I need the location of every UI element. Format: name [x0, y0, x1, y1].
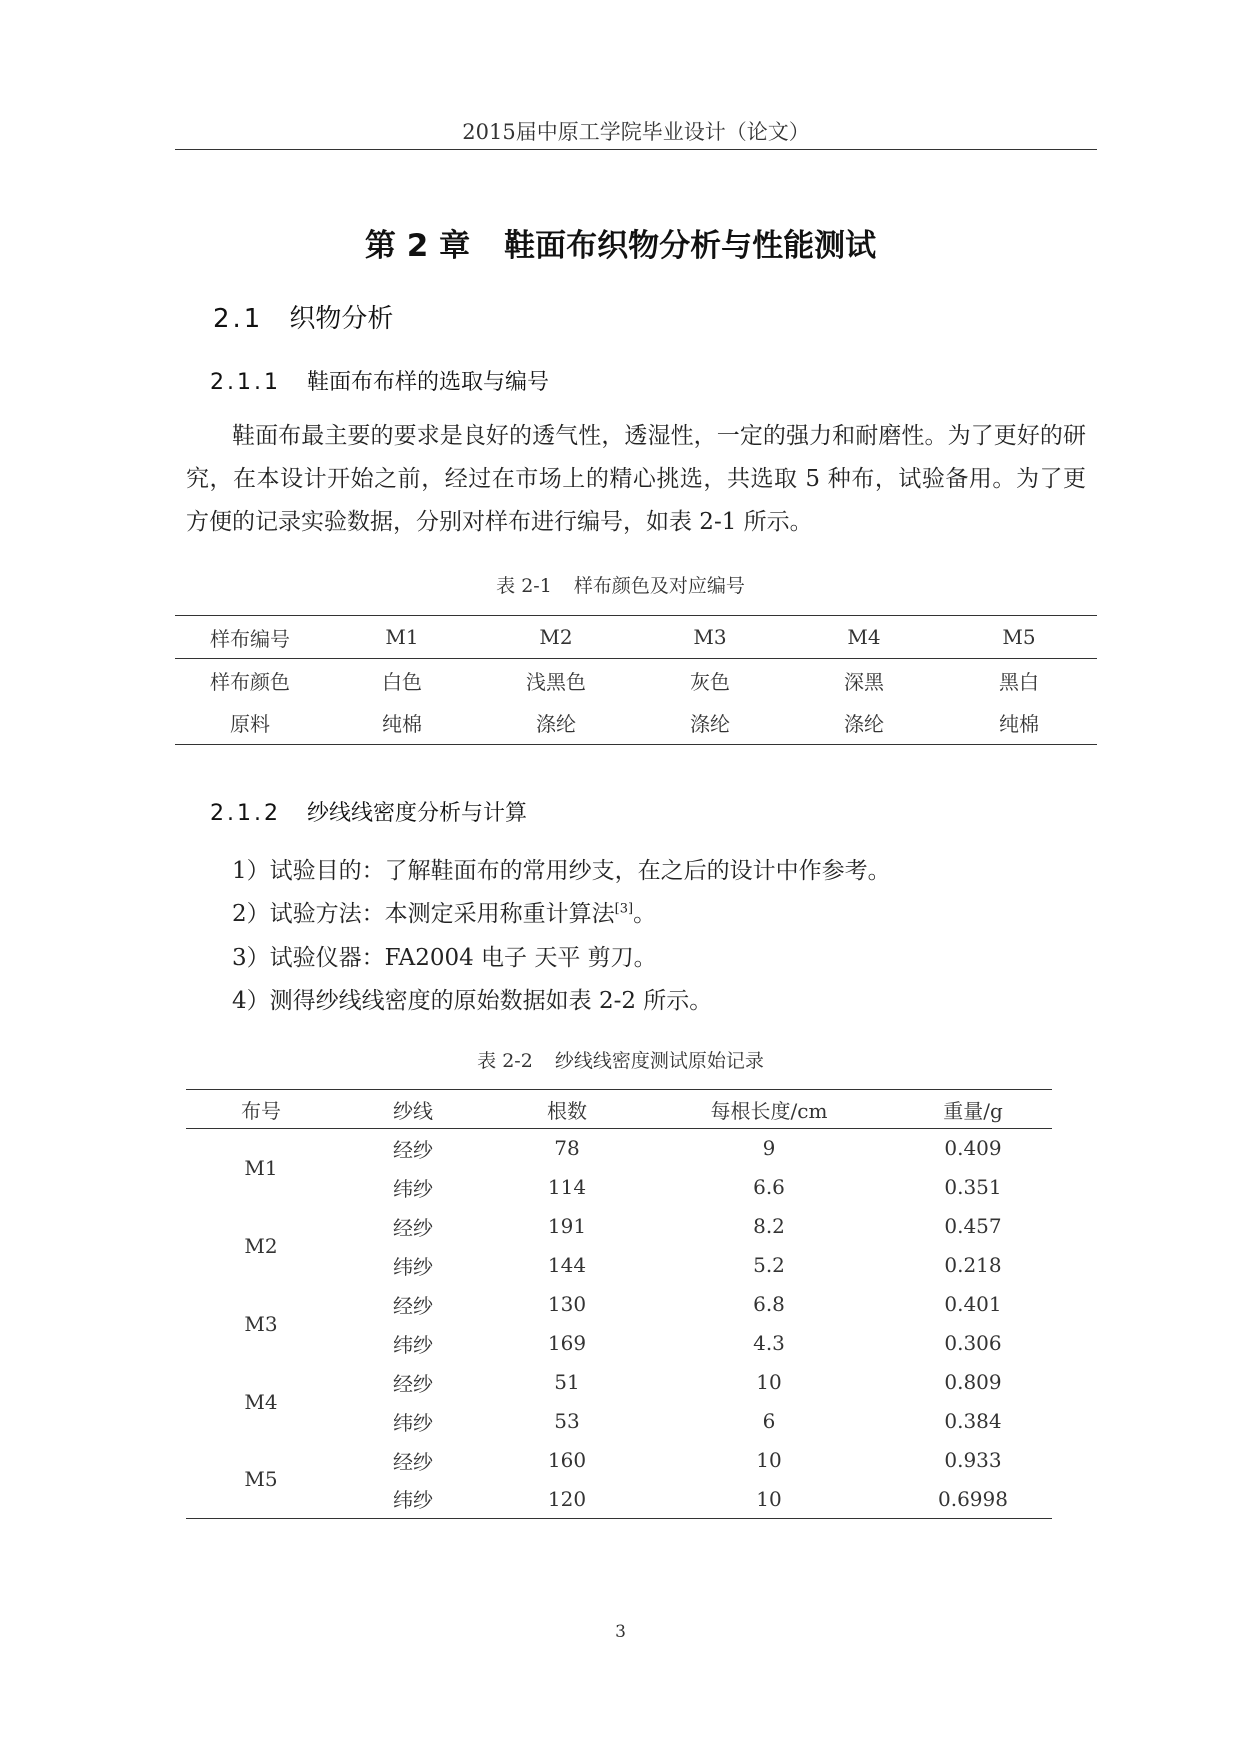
table-cell: 纬纱 [393, 1410, 433, 1435]
fabric-id-cell: M3 [244, 1311, 278, 1336]
section-number: 2.1.2 [210, 801, 281, 826]
fabric-id-cell: M4 [244, 1389, 278, 1414]
table-cell: 6.8 [753, 1292, 785, 1316]
table-cell: 涤纶 [479, 702, 633, 745]
header-rule [175, 149, 1097, 150]
table-cell: 涤纶 [633, 702, 787, 745]
table-header-cell: 每根长度/cm [644, 1090, 894, 1129]
table-cell: 经纱 [393, 1215, 433, 1240]
sample-table [175, 615, 1097, 745]
table-header-cell: M4 [787, 616, 941, 659]
table-cell: 169 [547, 1331, 587, 1355]
table-header-cell: 重量/g [894, 1090, 1052, 1129]
list-item [232, 895, 656, 928]
citation-reference: [3] [614, 901, 634, 917]
list-item-punct: 。 [633, 901, 657, 927]
list-item-text: 2）试验方法：本测定采用称重计算法 [232, 901, 615, 927]
table-cell: 纯棉 [941, 702, 1097, 745]
table-cell: 5.2 [753, 1253, 785, 1277]
table-cell: 120 [490, 1480, 644, 1519]
table-header-cell: M5 [941, 616, 1097, 659]
running-header: 2015届中原工学院毕业设计（论文） [462, 120, 810, 144]
table-cell: 10 [756, 1370, 782, 1394]
table-cell: 130 [547, 1292, 587, 1316]
table-row [186, 1363, 1052, 1402]
table-caption-2-1 [0, 571, 1241, 598]
list-item: 1）试验目的：了解鞋面布的常用纱支，在之后的设计中作参考。 [232, 858, 891, 884]
table-cell: 黑白 [999, 669, 1039, 694]
list-item: 4）测得纱线线密度的原始数据如表 2-2 所示。 [232, 988, 713, 1014]
table-row [186, 1285, 1052, 1324]
table-cell: 191 [547, 1214, 587, 1238]
body-paragraph: 鞋面布最主要的要求是良好的透气性，透湿性，一定的强力和耐磨性。为了更好的研究，在本设计开始之前，经过在市场上的精心挑选，共选取 5 种布，试验备用。为了更方便的记录实验数据，分别对样布进行编号，如表 2-1 所示。 [186, 423, 1086, 535]
section-title: 纱线线密度分析与计算 [306, 801, 527, 826]
table-row [175, 659, 1097, 702]
fabric-id-cell: M2 [244, 1233, 278, 1258]
table-cell: 0.457 [944, 1214, 1002, 1238]
table-header-cell: 纱线 [336, 1090, 490, 1129]
table-header-cell: 布号 [186, 1090, 336, 1129]
table-cell: 0.351 [944, 1175, 1002, 1199]
fabric-id-cell: M5 [186, 1441, 336, 1519]
table-cell: 经纱 [393, 1137, 433, 1162]
caption-title: 纱线线密度测试原始记录 [554, 1050, 764, 1072]
table-cell: 51 [554, 1370, 580, 1394]
table-cell: 经纱 [393, 1293, 433, 1318]
table-cell: 原料 [175, 702, 325, 745]
table-cell: 114 [547, 1175, 587, 1199]
chapter-name: 鞋面布织物分析与性能测试 [504, 228, 877, 264]
table-cell: 9 [762, 1136, 776, 1161]
table-cell: 浅黑色 [526, 669, 586, 694]
table-cell: 纬纱 [393, 1332, 433, 1357]
table-cell: 10 [756, 1448, 782, 1472]
section-number: 2.1.1 [210, 370, 281, 395]
section-title: 鞋面布布样的选取与编号 [306, 370, 549, 395]
table-cell: 白色 [382, 669, 422, 694]
table-header-cell: 根数 [490, 1090, 644, 1129]
page-number: 3 [615, 1622, 626, 1642]
table-cell: 0.384 [944, 1409, 1002, 1433]
table-row [186, 1129, 1052, 1168]
table-header-cell: M1 [325, 616, 479, 659]
section-title: 织物分析 [289, 304, 394, 334]
table-cell: 0.409 [944, 1136, 1002, 1161]
caption-title: 样布颜色及对应编号 [573, 575, 745, 597]
fabric-id-cell: M1 [244, 1155, 278, 1180]
table-caption-2-2 [0, 1046, 1241, 1073]
table-row [186, 1207, 1052, 1246]
section-heading-2-1-2 [210, 796, 527, 827]
table-cell: 深黑 [844, 669, 884, 694]
table-cell: 4.3 [753, 1331, 785, 1355]
table-cell: 0.218 [944, 1253, 1002, 1277]
table-cell: 样布颜色 [210, 669, 290, 694]
caption-number: 表 2-1 [496, 575, 552, 597]
table-header-cell: M3 [633, 616, 787, 659]
table-cell: 0.401 [944, 1292, 1002, 1316]
table-cell: 纬纱 [336, 1480, 490, 1519]
table-cell: 10 [644, 1480, 894, 1519]
table-cell: 144 [547, 1253, 587, 1277]
table-cell: 160 [547, 1448, 587, 1472]
table-cell: 6 [762, 1409, 776, 1433]
section-number: 2.1 [213, 304, 264, 334]
chapter-title [0, 220, 1241, 265]
table-cell: 纯棉 [325, 702, 479, 745]
table-header-cell: 样布编号 [175, 616, 325, 659]
table-cell: 0.933 [944, 1448, 1002, 1472]
table-cell: 纬纱 [393, 1176, 433, 1201]
table-cell: 涤纶 [787, 702, 941, 745]
table-cell: 6.6 [753, 1175, 785, 1199]
table-cell: 灰色 [690, 669, 730, 694]
table-cell: 78 [554, 1136, 580, 1161]
table-cell: 8.2 [753, 1214, 785, 1238]
table-cell: 0.809 [944, 1370, 1002, 1394]
list-item: 3）试验仪器：FA2004 电子 天平 剪刀。 [232, 945, 657, 971]
table-row [186, 1441, 1052, 1480]
caption-number: 表 2-2 [477, 1050, 533, 1072]
table-cell: 0.6998 [894, 1480, 1052, 1519]
table-cell: 纬纱 [393, 1254, 433, 1279]
yarn-density-table [186, 1089, 1052, 1519]
table-cell: 经纱 [393, 1371, 433, 1396]
chapter-number: 第 2 章 [364, 228, 471, 264]
table-cell: 53 [554, 1409, 580, 1433]
table-cell: 经纱 [393, 1449, 433, 1474]
table-cell: 0.306 [944, 1331, 1002, 1355]
table-row [175, 702, 1097, 745]
table-header-cell: M2 [479, 616, 633, 659]
section-heading-2-1 [213, 298, 393, 335]
section-heading-2-1-1 [210, 365, 549, 396]
table-header-row [175, 616, 1097, 659]
table-header-row [186, 1090, 1052, 1129]
